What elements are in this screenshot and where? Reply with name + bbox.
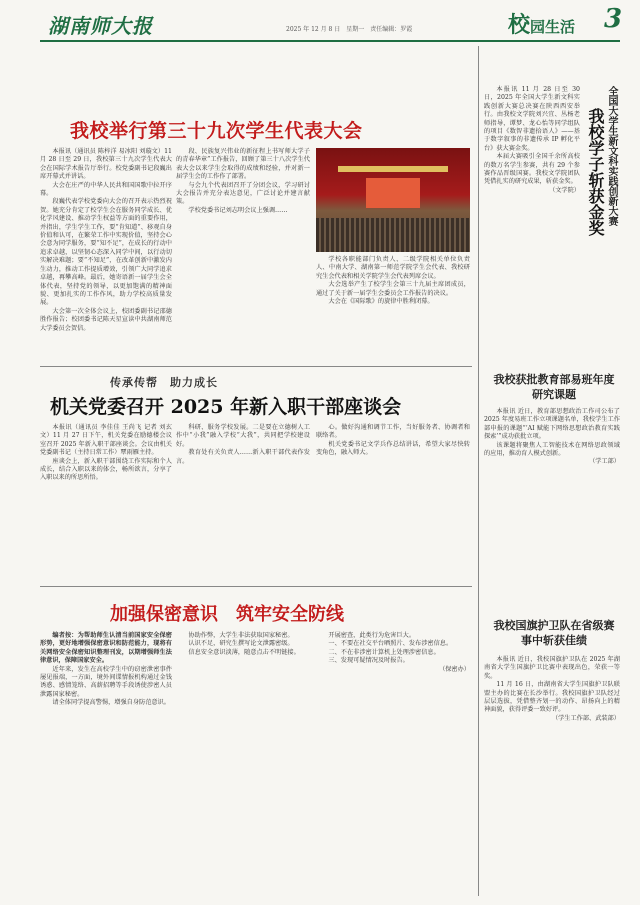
paragraph: 本报讯（通讯员 李佳佳 王尚飞 记者 刘玄文）11 月 27 日下午，机关党委在励德楼会议室召开 2025 年新入职干部座谈会。会议由机关党委副书记（主持日常工作）覃雨雁主持。 [40,424,172,457]
main-article-col3 [316,256,470,312]
paragraph: 三、发现可疑情况及时报告。 [328,657,409,665]
sidebar-article-2 [484,408,620,598]
section-title-b: 园生活 [530,18,576,36]
paragraph: 大会在庄严的中华人民共和国国歌中拉开序幕。 [40,181,172,198]
paragraph: 本报讯 近日，教育部思想政治工作司公布了 2025 年度易班工作立项课题名单，我校学生工作部申报的课题“‘AI 赋能下网络思想政治教育实践探索’”成功获批立项。 [484,408,620,441]
paragraph: 一、不要在社交平台晒照片、发布涉密信息。 [328,640,453,648]
bottom-article-col1 [40,632,172,894]
paragraph: 信息安全意识淡薄，随意点击不明链接。 [188,648,300,656]
vertical-title-main: 我校学子斩获金奖 [586,108,605,236]
paragraph: 开展密查，此类行为危害巨大。 [328,632,416,639]
paragraph: 大会选举产生了校学生会第三十九届主席团成员，通过了关于新一届学生会委员会工作报告的决议。 [316,281,470,297]
main-headline: 我校举行第三十九次学生代表大会 [70,120,363,142]
paragraph: 本届大赛吸引全国千余所高校的数万名学生参赛，共有 29 个参赛作品晋级国赛。我校文学院团队凭借扎实的研究成果，斩获金奖。 [484,153,580,186]
sub-article-col1 [40,424,172,582]
paragraph: 段、民族复兴伟业的新征程上书写师大学子的青春华章”工作报告，回顾了第三十八次学生代表大会以来学生会取得的成绩和经验，并对新一届学生会的工作作了部署。 [176,148,310,181]
bottom-article-col3 [316,632,470,894]
paragraph: 本报讯（通讯员 陈梓洋 易冰阳 刘璇文）11 月 28 日至 29 日，我校第三十九次学生代表大会在国际学术报告厅举行。校党委副书记段巍出席开幕式并讲话。 [40,148,172,181]
paragraph: 教育处有关负责人……新入职干部代表作发言。 [176,449,310,465]
paragraph: 机关党委书记文学兵作总结讲话，希望大家尽快转变角色，融入师大。 [316,440,470,457]
paragraph: 大会在《国际歌》的旋律中胜利闭幕。 [328,298,434,306]
section-title [508,8,575,39]
assembly-photo [316,148,470,252]
sidebar-article-1 [484,86,580,356]
paragraph: 学校党委书记刘志明会议上强调…… [188,206,288,214]
paragraph: 二、不在非涉密计算机上处理涉密信息。 [328,648,440,656]
photo-screen [366,178,420,208]
sidebar-article-2-title: 我校获批教育部易班年度研究课题 [493,373,615,401]
paragraph: 与会九个代表团召开了分团会议，学习研讨大会报告并充分表达意见，广泛讨论并建言献策。 [176,181,310,206]
paragraph: 该课题将聚焦人工智能技术在网络思政领域的应用，推动育人模式创新。 [484,441,620,458]
paragraph: 请全体同学提高警惕，增强自身防范意识。 [52,699,170,707]
paragraph: 科研、服务学校发展。二是要在立德树人工作中“小我”融入学校“大我”，共同把学校建设好。 [176,424,310,448]
bottom-article-col2 [176,632,310,894]
paragraph: 心。做好沟通和调节工作，当好服务者、协调者和联络者。 [316,424,470,440]
sub-headline: 机关党委召开 2025 年新入职干部座谈会 [50,396,402,418]
byline: （保密办） [439,665,470,673]
main-article-col1 [40,148,172,332]
paragraph: 大会第一次全体会议上，校团委副书记邵德胜作报告；校团委书记陈天星宣读中共湖南师范大学委员会贺信。 [40,307,172,332]
date-line: 2025 年 12 月 8 日 星期一 责任编辑：罗霞 [286,26,413,33]
sub-article-col2 [176,424,310,582]
vertical-title-sub: 全国大学生新文科实践创新大赛 [606,86,617,226]
masthead-rule [40,40,620,42]
sub-kicker: 传承传帮 助力成长 [110,376,218,389]
sub-article-col3 [316,424,470,582]
divider [40,586,472,587]
paragraph: 本报讯 11 月 28 日至 30 日，2025 年全国大学生新文科实践创新大赛总决赛在陕西西安举行。由我校文学院刘兴宜、丛杨老师指导，谭梦、龙心怡等同学组队的项目《数智非遗拾语人》——基于数字叙事的非遗传承 IP 孵化平台》获大赛金奖。 [484,86,580,152]
sidebar-vertical-headline [584,86,617,326]
bottom-headline: 加强保密意识 筑牢安全防线 [110,604,344,625]
sidebar-rule [478,46,479,896]
sidebar-article-3-title: 我校国旗护卫队在省级赛事中斩获佳绩 [493,619,615,647]
paragraph: 段巍代表学校党委向大会的召开表示热烈祝贺。她充分肯定了校学生会在服务同学成长、优化学风建设、推动学生权益等方面的重要作用，并指出，学生学生工作，要“肯知道”、移观自身价值和认可，在繁荣工作中实现价值，坚持会心会意为同学服务，要“知不足”，在成长的行动中追求卓越，以坚韧心态深入同学中间，以行动切实解决难题；要“不知足”，在改革创新中激发内生动力，推动工作提质增效，引领广大同学追求卓越，再攀高峰。最后，她寄语新一届学生会全体代表，坚持党的领导，以更加饱满的精神面貌、更加扎实的工作作风，助力学校高质量发展。 [40,198,172,307]
section-title-a: 校 [508,12,531,38]
byline: （学工部） [589,458,620,466]
masthead [0,0,640,36]
photo-stage-banner [338,166,448,172]
newspaper-logo: 湖南师大报 [48,14,153,38]
divider [40,366,472,367]
byline: （学生工作部、武装部） [551,714,620,722]
main-article-col2 [176,148,310,310]
editor-note: 编者按：为帮助师生认清当前国家安全保密形势，更好地增强保密意识和防范能力，现将有关网络安全保密知识整理刊发，以期增强师生法律意识，保障国家安全。 [40,632,172,665]
paragraph: 本报讯 近日，我校国旗护卫队在 2025 年湖南省大学生国旗护卫比赛中表现出色，荣获一等奖。 [484,656,620,680]
paragraph: 学校各职能部门负责人、二级学院相关单位负责人、中南大学、湖南第一师范学院学生会代表、我校研究生会代表和相关学院学生会代表列席会议。 [316,256,470,280]
paragraph: 认识不足，研究生撰写论文泄露密级。 [188,640,294,648]
photo-audience [316,218,470,252]
page-number: 3 [604,4,623,34]
byline: （文学院） [549,186,580,194]
sidebar-article-3 [484,656,620,894]
paragraph: 11 月 16 日，由湖南省大学生国旗护卫队联盟主办的比赛在长沙举行。我校国旗护卫队经过层层选拔，凭借整齐划一的动作、昂扬向上的精神面貌，获得评委一致好评。 [484,681,620,714]
paragraph: 协助作弊，大学生非法获取国家秘密。 [188,632,294,639]
paragraph: 近年来，发生在高校学生中的窃密泄密事件屡见报端，一方面，境外间谍情报机构通过金钱诱惑、感情笼络、高薪招聘等手段诱使涉密人员泄露国家秘密。 [40,665,172,698]
paragraph: 座谈会上，新入职干部围绕工作实际和个人成长，结合入职以来的体会，畅所欲言，分享了入职以来的所思所悟。 [40,457,172,482]
